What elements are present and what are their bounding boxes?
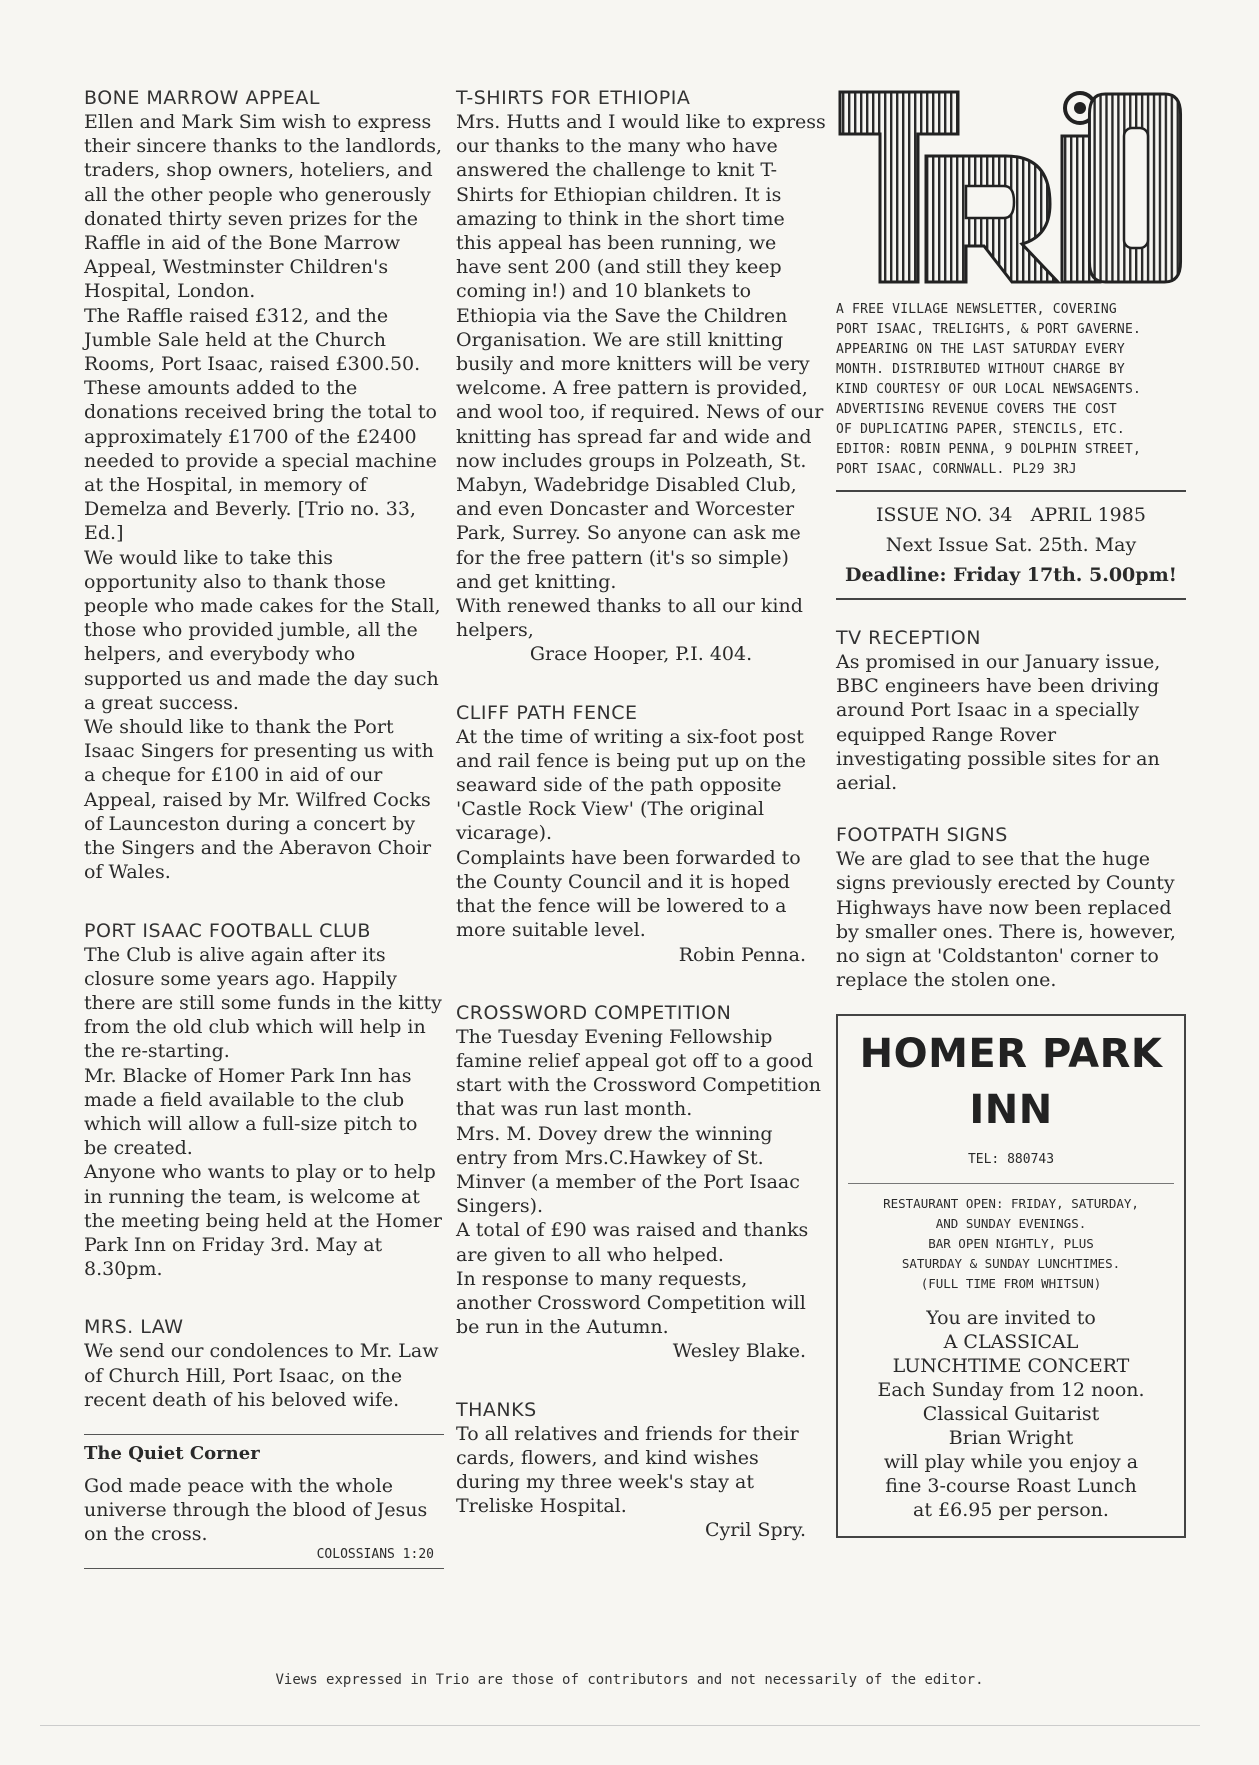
paragraph: In response to many requests, another Crossword Competition will be run in the Autumn. (456, 1267, 806, 1339)
article-heading: PORT ISAAC FOOTBALL CLUB (84, 919, 371, 942)
masthead-line: EDITOR: ROBIN PENNA, 9 DOLPHIN STREET, (836, 442, 1142, 457)
signature: Cyril Spry. (704, 1519, 806, 1542)
article-heading: THANKS (456, 1398, 537, 1421)
paragraph: The Club is alive again after its closure some years ago. Happily there are still some funds in the kitty from the old club which will help in the re-starting. (84, 943, 442, 1063)
article-body (84, 110, 444, 885)
paragraph: Mrs. M. Dovey drew the winning entry from Mrs.C.Hawkey of St. Minver (a member of the Port Isaac Singers). (456, 1122, 800, 1218)
concert-line: fine 3-course Roast Lunch (885, 1475, 1137, 1498)
article-crossword (456, 1001, 826, 1364)
paragraph: We would like to take this opportunity also to thank those people who made cakes for the Stall, those who provided jumble, all the helpers, and everybody who supported us and made the day such a great success. (84, 546, 441, 714)
article-football (84, 919, 444, 1282)
paragraph: Complaints have been forwarded to the County Council and it is hoped that the fence will be lowered to a more suitable level. (456, 846, 801, 942)
paragraph: The Tuesday Evening Fellowship famine relief appeal got off to a good start with the Crossword Competition that was run last month. (456, 1025, 821, 1121)
concert-line: You are invited to (926, 1307, 1096, 1330)
concert-line: Each Sunday from 12 noon. (877, 1379, 1145, 1402)
concert-line: LUNCHTIME CONCERT (892, 1355, 1130, 1378)
signature: Robin Penna. (678, 943, 806, 966)
paragraph: A total of £90 was raised and thanks are given to all who helped. (456, 1219, 809, 1266)
paragraph: We send our condolences to Mr. Law of Church Hill, Port Isaac, on the recent death of his beloved wife. (84, 1340, 439, 1411)
masthead-line: ADVERTISING REVENUE COVERS THE COST (836, 402, 1117, 417)
masthead-line: A FREE VILLAGE NEWSLETTER, COVERING (836, 302, 1117, 317)
page-edge (40, 1725, 1200, 1726)
article-heading: MRS. LAW (84, 1316, 184, 1339)
paragraph: With renewed thanks to all our kind helpers, (456, 595, 803, 642)
paragraph: At the time of writing a six-foot post and rail fence is being put up on the seaward side of the path opposite 'Castle Rock View' (The original vicarage). (456, 725, 806, 845)
article-body (456, 725, 826, 967)
paragraph: We should like to thank the Port Isaac Singers for presenting us with a cheque for £100 in aid of our Appeal, raised by Mr. Wilfred Cocks of Launceston during a concert by the Singers and the Aberavon Choir of Wales. (84, 716, 434, 884)
article-body (456, 1025, 826, 1364)
advert-homer-park-inn (836, 1014, 1186, 1538)
masthead-description (836, 300, 1186, 480)
hours-line: AND SUNDAY EVENINGS. (935, 1216, 1087, 1232)
paragraph: Ellen and Mark Sim wish to express their sincere thanks to the landlords, traders, shop owners, hoteliers, and all the other people who generously donated thirty seven prizes for the Raffle in aid of the Bone Marrow Appeal, Westminster Children's Hospital, London. (84, 111, 442, 303)
paragraph: As promised in our January issue, BBC engineers have been driving around Port Isaac in a specially equipped Range Rover investigating possible sites for an aerial. (836, 651, 1161, 795)
masthead-line: APPEARING ON THE LAST SATURDAY EVERY (836, 342, 1125, 357)
advert-title: INN (969, 1087, 1053, 1134)
quiet-corner (84, 1434, 444, 1569)
hours-line: BAR OPEN NIGHTLY, PLUS (928, 1236, 1094, 1252)
column-right (836, 86, 1186, 1538)
advert-concert (848, 1306, 1174, 1522)
deadline: Deadline: Friday 17th. 5.00pm! (844, 564, 1178, 586)
masthead-line: MONTH. DISTRIBUTED WITHOUT CHARGE BY (836, 362, 1125, 377)
footer-disclaimer: Views expressed in Trio are those of contributors and not necessarily of the editor. (275, 1672, 984, 1688)
article-body (84, 943, 444, 1282)
paragraph: Mr. Blacke of Homer Park Inn has made a field available to the club which will allow a full-size pitch to be created. (84, 1064, 418, 1160)
article-cliff-path (456, 701, 826, 967)
divider (836, 490, 1186, 492)
article-body (836, 847, 1186, 992)
paragraph: To all relatives and friends for their cards, flowers, and kind wishes during my three week's stay at Treliske Hospital. (456, 1422, 799, 1518)
article-heading: T-SHIRTS FOR ETHIOPIA (456, 87, 691, 109)
concert-line: A CLASSICAL (943, 1331, 1079, 1354)
paragraph: Anyone who wants to play or to help in running the team, is welcome at the meeting being held at the Homer Park Inn on Friday 3rd. May at 8.30pm. (84, 1161, 443, 1281)
article-body (456, 1422, 826, 1543)
paragraph: The Raffle raised £312, and the Jumble Sale held at the Church Rooms, Port Isaac, raised £300.50. These amounts added to the donations received bring the total to approximately £1700 of the £2400 needed to provide a special machine at the Hospital, in memory of Demelza and Beverly. [Trio no. 33, Ed.] (84, 304, 437, 545)
quiet-corner-title: The Quiet Corner (84, 1442, 260, 1464)
hours-line: SATURDAY & SUNDAY LUNCHTIMES. (901, 1256, 1121, 1272)
issue-info (836, 496, 1186, 594)
article-body (836, 650, 1186, 795)
advert-hours (848, 1194, 1174, 1294)
article-heading: TV RECEPTION (836, 627, 981, 649)
column-middle (456, 86, 826, 1577)
masthead-line: PORT ISAAC, TRELIGHTS, & PORT GAVERNE. (836, 322, 1142, 337)
concert-line: will play while you enjoy a (883, 1451, 1139, 1474)
article-bone-marrow (84, 86, 444, 885)
concert-line: at £6.95 per person. (913, 1499, 1109, 1522)
article-tv-reception (836, 626, 1186, 795)
trio-logo-graphic (836, 86, 1186, 288)
divider (848, 1183, 1174, 1184)
article-body (84, 1339, 444, 1412)
article-footpath-signs (836, 823, 1186, 992)
advert-phone: TEL: 880743 (967, 1152, 1055, 1168)
column-left (84, 86, 444, 1569)
concert-line: Classical Guitarist (922, 1403, 1100, 1426)
concert-line: Brian Wright (948, 1427, 1074, 1450)
quiet-corner-text: God made peace with the whole universe through the blood of Jesus on the cross. (84, 1474, 428, 1546)
next-issue: Next Issue Sat. 25th. May (885, 534, 1137, 556)
paragraph: Mrs. Hutts and I would like to express our thanks to the many who have answered the challenge to knit T-Shirts for Ethiopian children. It is amazing to think in the short time this appeal has been running, we have sent 200 (and still they keep coming in!) and 10 blankets to Ethiopia via the Save the Children Organisation. We are still knitting busily and more knitters will be very welcome. A free pattern is provided, and wool too, if required. News of our knitting has spread far and wide and now includes groups in Polzeath, St. Mabyn, Wadebridge Disabled Club, and even Doncaster and Worcester Park, Surrey. So anyone can ask me for the free pattern (it's so simple) and get knitting. (456, 111, 826, 593)
article-mrs-law (84, 1315, 444, 1412)
issue-number: ISSUE NO. 34 APRIL 1985 (876, 504, 1146, 526)
masthead-line: OF DUPLICATING PAPER, STENCILS, ETC. (836, 422, 1125, 437)
hours-line: RESTAURANT OPEN: FRIDAY, SATURDAY, (883, 1196, 1139, 1212)
signature: Grace Hooper, P.I. 404. (529, 643, 753, 666)
article-body (456, 110, 826, 667)
trio-logo (836, 86, 1186, 288)
article-thanks (456, 1398, 826, 1543)
advert-title: HOMER PARK (859, 1031, 1163, 1078)
signature: Wesley Blake. (672, 1340, 806, 1363)
article-heading: CLIFF PATH FENCE (456, 701, 638, 724)
masthead-line: KIND COURTESY OF OUR LOCAL NEWSAGENTS. (836, 382, 1142, 397)
paragraph: We are glad to see that the huge signs previously erected by County Highways have now been replaced by smaller ones. There is, however, no sign at 'Coldstanton' corner to replace the stolen one. (836, 848, 1176, 992)
article-tshirts (456, 86, 826, 667)
article-heading: BONE MARROW APPEAL (84, 87, 320, 109)
masthead-line: PORT ISAAC, CORNWALL. PL29 3RJ (836, 462, 1077, 477)
article-heading: CROSSWORD COMPETITION (456, 1001, 732, 1024)
hours-line: (FULL TIME FROM WHITSUN) (920, 1276, 1102, 1292)
article-heading: FOOTPATH SIGNS (836, 824, 1008, 847)
bible-reference: COLOSSIANS 1:20 (316, 1546, 434, 1562)
divider (836, 598, 1186, 600)
